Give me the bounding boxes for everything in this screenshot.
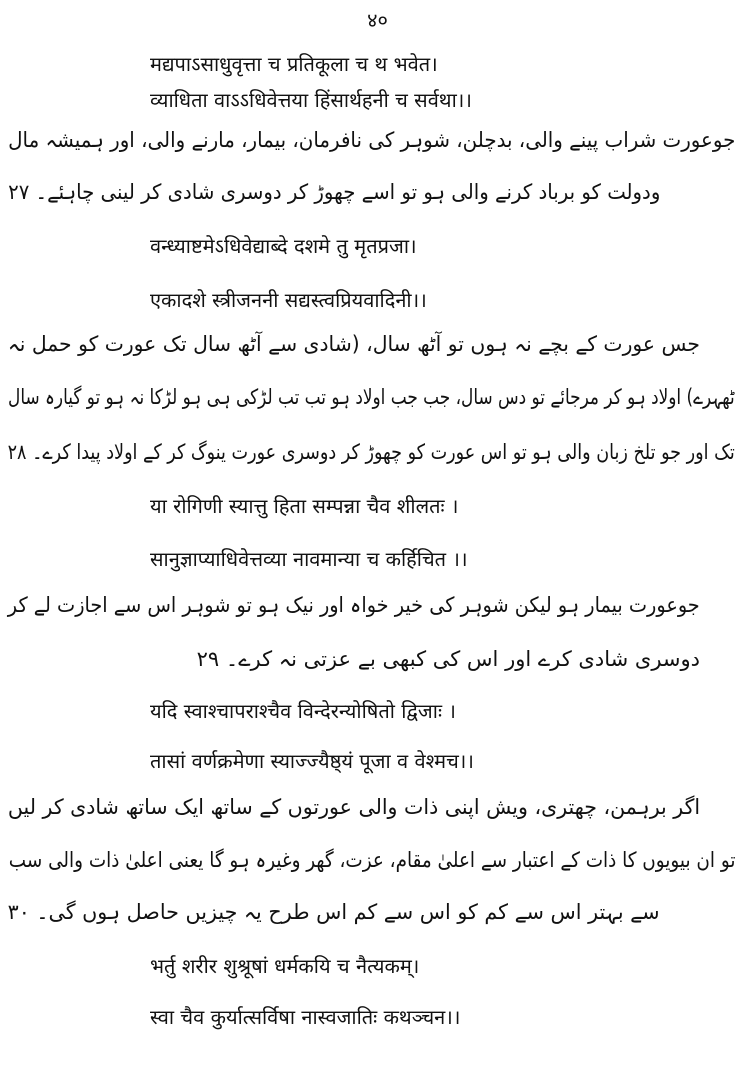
urdu-translation-line: سے بہتر اس سے کم کو اس سے کم اس طرح یہ چیزیں حاصل ہوں گی۔ ۳۰ bbox=[8, 900, 661, 924]
sanskrit-verse-line: मद्यपाऽसाधुवृत्ता च प्रतिकूला च थ भवेत। bbox=[150, 52, 438, 76]
urdu-translation-line: جوعورت شراب پینے والی، بدچلن، شوہر کی نافرمان، بیمار، مارنے والی، اور ہمیشہ مال bbox=[7, 128, 735, 152]
urdu-translation-line: جوعورت بیمار ہو لیکن شوہر کی خیر خواہ اور نیک ہو تو شوہر اس سے اجازت لے کر bbox=[8, 593, 700, 617]
sanskrit-verse-line: स्वा चैव कुर्यात्सर्विषा नास्वजातिः कथञ्चन।। bbox=[150, 1005, 461, 1029]
urdu-translation-line: ٹھہرے) اولاد ہو کر مرجائے تو دس سال، جب جب اولاد ہو تب تب لڑکی ہی ہو لڑکا نہ ہو تو گیارہ سال bbox=[8, 385, 735, 409]
urdu-translation-line: تک اور جو تلخ زبان والی ہو تو اس عورت کو چھوڑ کر دوسری عورت ینوگ کر کے اولاد پیدا کرے۔ ۲۸ bbox=[7, 440, 735, 464]
page-number: ४० bbox=[367, 8, 388, 32]
sanskrit-verse-line: वन्ध्याष्टमेऽधिवेद्याब्दे दशमे तु मृतप्रजा। bbox=[150, 234, 417, 258]
sanskrit-verse-line: सानुज्ञाप्याधिवेत्तव्या नावमान्या च कर्हिचित ।। bbox=[150, 547, 468, 571]
sanskrit-verse-line: व्याधिता वाऽऽधिवेत्तया हिंसार्थहनी च सर्वथा।। bbox=[150, 88, 472, 112]
urdu-translation-line: جس عورت کے بچے نہ ہوں تو آٹھ سال، (شادی سے آٹھ سال تک عورت کو حمل نہ bbox=[7, 332, 700, 356]
urdu-translation-line: ودولت کو برباد کرنے والی ہو تو اسے چھوڑ کر دوسری شادی کر لینی چاہئے۔ ۲۷ bbox=[7, 180, 660, 204]
sanskrit-verse-line: एकादशे स्त्रीजननी सद्यस्त्वप्रियवादिनी।। bbox=[150, 288, 427, 312]
sanskrit-verse-line: भर्तु शरीर शुश्रूषां धर्मकयि च नैत्यकम्। bbox=[150, 954, 420, 978]
sanskrit-verse-line: या रोगिणी स्यात्तु हिता सम्पन्ना चैव शीलतः । bbox=[150, 494, 459, 518]
urdu-translation-line: دوسری شادی کرے اور اس کی کبھی بے عزتی نہ کرے۔ ۲۹ bbox=[196, 647, 700, 671]
urdu-translation-line: تو ان بیویوں کا ذات کے اعتبار سے اعلیٰ مقام، عزت، گھر وغیرہ ہو گا یعنی اعلیٰ ذات والی سب bbox=[8, 848, 735, 872]
sanskrit-verse-line: यदि स्वाश्चापराश्चैव विन्देरन्योषितो द्विजाः । bbox=[150, 699, 456, 723]
urdu-translation-line: اگر برہمن، چھتری، ویش اپنی ذات والی عورتوں کے ساتھ ایک ساتھ شادی کر لیں bbox=[7, 795, 700, 819]
sanskrit-verse-line: तासां वर्णक्रमेणा स्याज्ज्यैष्ठ्यं पूजा व वेश्मच।। bbox=[150, 749, 474, 773]
